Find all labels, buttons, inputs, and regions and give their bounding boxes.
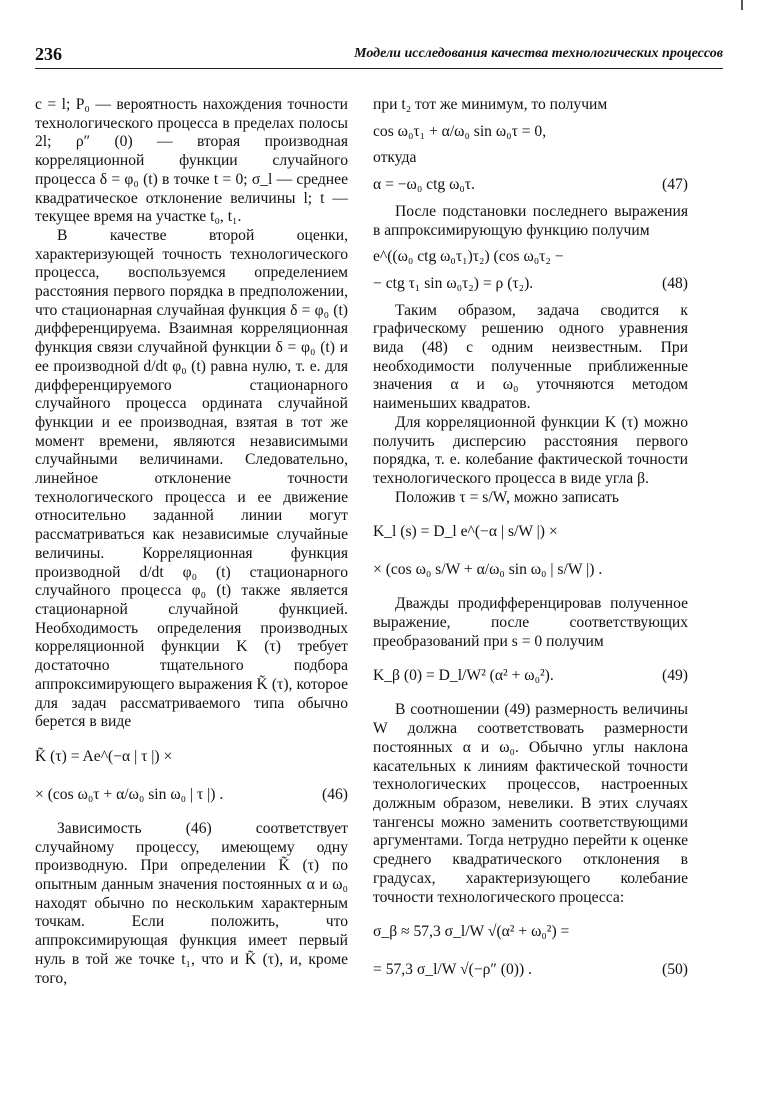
equation-number: (49)	[662, 667, 688, 685]
running-title: Модели исследования качества технологических процессов	[354, 46, 723, 61]
equation-text: × (cos ω₀τ + α/ω₀ sin ω₀ | τ |) .	[35, 785, 224, 803]
paragraph-dispersion: Для корреляционной функции K (τ) можно получить дисперсию расстояния первого порядка, т. е. колебание фактической точности технологического процесса в виде угла β.	[373, 413, 688, 487]
equation-50-line2	[373, 957, 688, 983]
paragraph-differentiate: Дважды продифференцировав полученное выражение, после соответствующих преобразований при s = 0 получим	[373, 595, 688, 650]
paragraph-definitions: c = l; P₀ — вероятность нахождения точности технологического процесса в пределах полосы 2l; ρ″ (0) — вторая производная корреляционной функции случайного процесса δ = φ₀ (t) в точке t = 0; σ_l — среднее квадратическое отклонение величины l; t — текущее время на участке t₀, t₁.	[35, 96, 348, 226]
left-column	[35, 96, 348, 988]
equation-47	[373, 176, 688, 195]
equation-text: K_l (s) = D_l e^(−α | s/W |) ×	[373, 523, 558, 541]
equation-50-line1	[373, 919, 688, 945]
paragraph-substitute-tau: Положив τ = s/W, можно записать	[395, 488, 619, 506]
equation-48-line2	[373, 275, 688, 294]
equation-46-line1	[35, 744, 348, 770]
equation-number: (50)	[662, 961, 688, 979]
page-header	[35, 44, 723, 70]
equation-text: × (cos ω₀ s/W + α/ω₀ sin ω₀ | s/W |) .	[373, 561, 603, 579]
equation-text: e^((ω₀ ctg ω₀τ₁)τ₂) (cos ω₀τ₂ −	[373, 248, 564, 266]
margin-mark	[741, 0, 743, 10]
equation-text: − ctg τ₁ sin ω₀τ₂) = ρ (τ₂).	[373, 274, 534, 292]
equation-kl-line2	[373, 557, 688, 583]
equation-text: = 57,3 σ_l/W √(−ρ″ (0)) .	[373, 961, 532, 979]
page-number: 236	[35, 44, 62, 64]
equation-cos	[373, 123, 688, 142]
paragraph-substitution: После подстановки последнего выражения в аппроксимирующую функцию получим	[373, 202, 688, 239]
equation-text: α = −ω₀ ctg ω₀τ.	[373, 176, 475, 194]
equation-text: K_β (0) = D_l/W² (α² + ω₀²).	[373, 667, 554, 685]
equation-number: (46)	[322, 785, 348, 803]
equation-text: cos ω₀τ₁ + α/ω₀ sin ω₀τ = 0,	[373, 122, 547, 140]
equation-49	[373, 663, 688, 689]
equation-number: (47)	[662, 176, 688, 194]
paragraph-continuation: при t₂ тот же минимум, то получим	[373, 96, 608, 113]
paragraph-graphical-solution: Таким образом, задача сводится к графическому решению одного уравнения вида (48) с одним неизвестным. При необходимости полученные приближенные значения α и ω₀ уточняются методом наименьших квадратов.	[373, 301, 688, 413]
equation-48-line1	[373, 248, 688, 267]
paragraph-second-estimate: В качестве второй оценки, характеризующей точность технологического процесса, воспользуемся определением расстояния первого порядка в предположении, что стационарная случайная функция δ = φ₀ (t) дифференцируема. Взаимная корреляционная функция связи случайной функции δ = φ₀ (t) и ее производной d/dt φ₀ (t) равна нулю, т. е. для дифференцируемого стационарного случайного процесса ордината случайной функции и ее производная, взятая в тот же момент времени, являются независимыми случайными величинами. Следовательно, линейное отклонение точности технологического процесса и ее движение относительно заданной линии могут рассматриваться как независимые случайные величины. Корреляционная функция производной d/dt φ₀ (t) стационарного случайного процесса φ₀ (t) также является стационарной случайной функцией. Необходимость определения производных корреляционной функции K (τ) требует достаточно тщательного подбора аппроксимирующего выражения K̃ (τ), которое для задач рассматриваемого типа обычно берется в виде	[35, 226, 348, 731]
equation-kl-line1	[373, 519, 688, 545]
word-whence: откуда	[373, 149, 417, 167]
equation-text: K̃ (τ) = Ae^(−α | τ |) ×	[35, 747, 173, 765]
paragraph-dimension: В соотношении (49) размерность величины W должна соответствовать размерности постоянных α и ω₀. Обычно углы наклона касательных к линиям фактической точности технологических процессов, настроенных должным образом, невелики. В этих случаях тангенсы можно заменить соответствующими аргументами. Тогда нетрудно перейти к оценке среднего квадратического отклонения в градусах, характеризующего колебание точности технологического процесса:	[373, 701, 688, 906]
equation-46-line2	[35, 782, 348, 808]
right-column	[373, 96, 688, 995]
equation-text: σ_β ≈ 57,3 σ_l/W √(α² + ω₀²) =	[373, 923, 570, 941]
header-rule	[35, 68, 723, 69]
equation-number: (48)	[662, 274, 688, 292]
paragraph-dependence: Зависимость (46) соответствует случайному процессу, имеющему одну производную. При определении K̃ (τ) по опытным данным значения постоянных α и ω₀ находят обычно по нескольким характерным точкам. Если положить, что аппроксимирующая функция имеет первый нуль в той же точке t₁, что и K̃ (τ), и, кроме того,	[35, 819, 348, 987]
